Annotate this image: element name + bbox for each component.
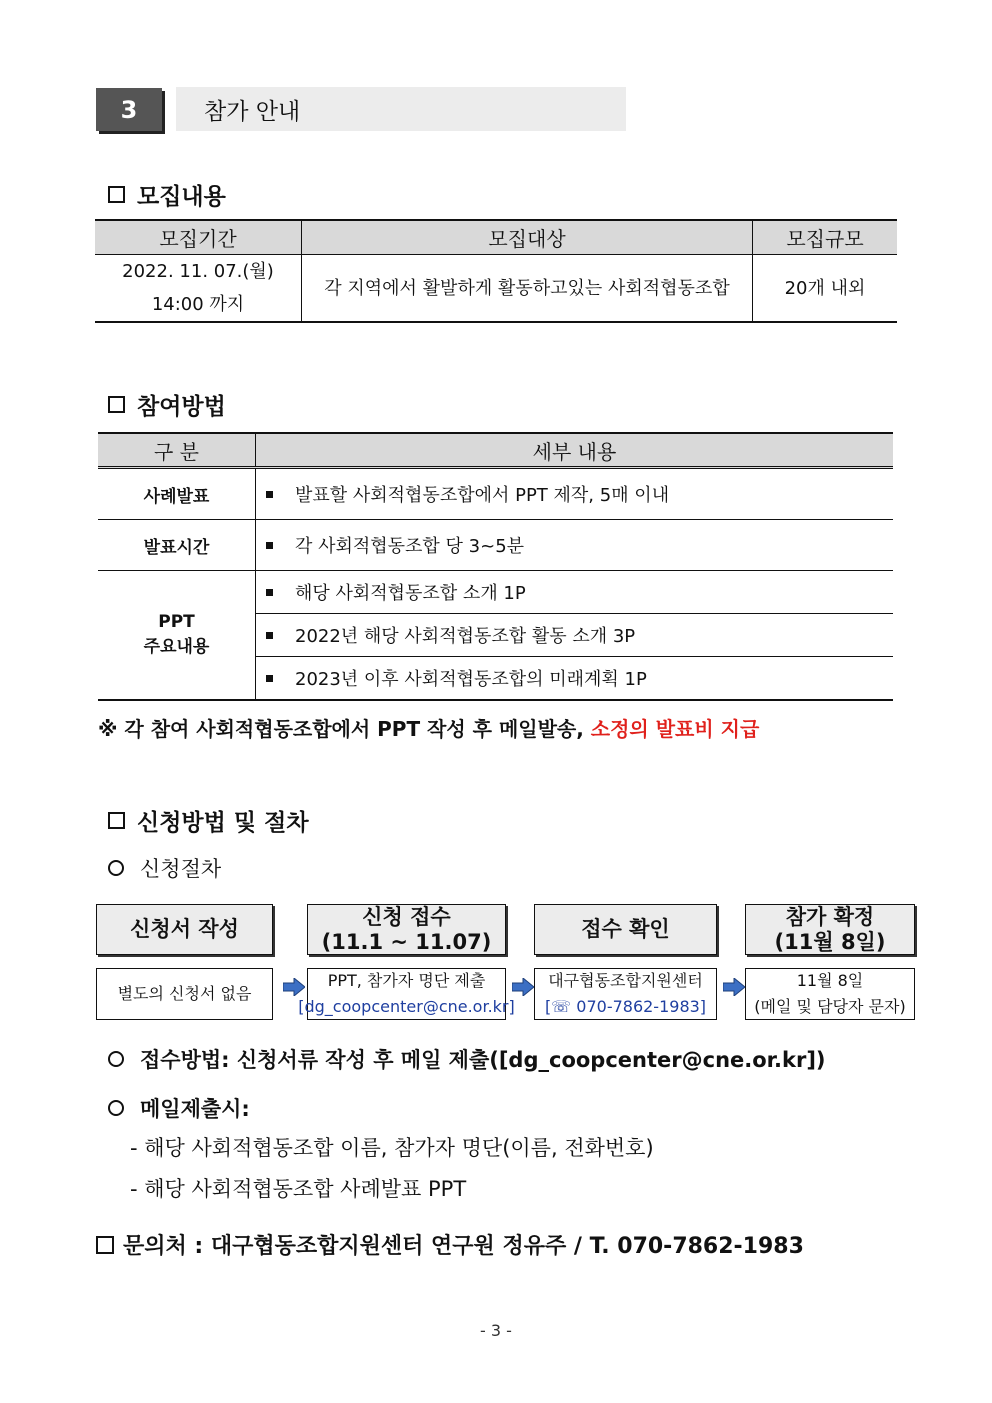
recruit-heading: [108, 178, 226, 211]
recruit-header-scale: 모집규모: [753, 220, 898, 255]
step-confirm: [534, 904, 717, 955]
participation-heading: [108, 388, 226, 421]
case-detail-text: 발표할 사회적협동조합에서 PPT 제작, 5매 이내: [295, 485, 670, 506]
contact-text: 문의처 : 대구협동조합지원센터 연구원 정유주 / T. 070-7862-1983: [123, 1234, 804, 1259]
step-title: 신청 접수: [362, 904, 451, 929]
participation-header-detail: 세부 내용: [256, 433, 894, 468]
section-number: 3: [96, 88, 162, 131]
page-number: - 3 -: [480, 1321, 512, 1340]
step-title: 참가 확정: [785, 904, 875, 929]
square-bullet-icon: [108, 812, 125, 829]
ppt-item-text: 해당 사회적협동조합 소개 1P: [295, 583, 526, 604]
participation-table: [98, 432, 893, 701]
step-confirm-detail: [534, 968, 717, 1020]
square-bullet-icon: [108, 186, 125, 203]
recruit-period-line2: 14:00 까지: [151, 294, 245, 315]
ppt-item: [256, 657, 894, 701]
step-detail-line1: 11월 8일: [796, 971, 864, 990]
mail-item: - 해당 사회적협동조합 사례발표 PPT: [130, 1177, 467, 1201]
square-bullet-icon: [266, 542, 273, 549]
ppt-label-line1: PPT: [158, 612, 195, 632]
recruit-header-period: 모집기간: [95, 220, 302, 255]
time-label: 발표시간: [98, 520, 256, 571]
step-write-detail: [96, 968, 273, 1020]
time-detail: [256, 520, 894, 571]
time-detail-text: 각 사회적협동조합 당 3~5분: [295, 536, 525, 557]
section-title: 참가 안내: [176, 87, 626, 131]
procedure-label: [108, 853, 221, 883]
step-title: 신청서 작성: [130, 917, 239, 941]
ppt-item: [256, 614, 894, 657]
mail-item: - 해당 사회적협동조합 이름, 참가자 명단(이름, 전화번호): [130, 1136, 654, 1160]
ppt-item-text: 2022년 해당 사회적협동조합 활동 소개 3P: [295, 626, 636, 647]
square-bullet-icon: [266, 589, 273, 596]
apply-heading: [108, 804, 309, 837]
ppt-label-line2: 주요내용: [143, 637, 210, 657]
apply-heading-text: 신청방법 및 절차: [137, 810, 309, 836]
arrow-right-icon: [512, 978, 534, 996]
step-final-detail: [745, 968, 915, 1020]
step-receive-detail: [298, 968, 515, 1020]
step-final: [745, 904, 915, 955]
participation-heading-text: 참여방법: [137, 394, 226, 420]
step-detail-line2: (메일 및 담당자 문자): [754, 997, 906, 1016]
step-receive: [307, 904, 506, 955]
recruit-period: [95, 255, 302, 323]
recruit-table: [95, 219, 897, 323]
recruit-header-target: 모집대상: [302, 220, 753, 255]
step-title: 접수 확인: [581, 917, 670, 941]
participation-header-category: 구 분: [98, 433, 256, 468]
square-bullet-icon: [266, 675, 273, 682]
step-detail-line1: 대구협동조합지원센터: [548, 971, 703, 990]
ppt-label: [98, 571, 256, 701]
arrow-right-icon: [723, 978, 745, 996]
case-label: 사례발표: [98, 468, 256, 520]
circle-bullet-icon: [108, 1100, 124, 1116]
step-detail-email[interactable]: [dg_coopcenter@cne.or.kr]: [298, 997, 515, 1016]
square-bullet-icon: [266, 491, 273, 498]
step-subtitle: (11.1 ~ 11.07): [321, 929, 492, 954]
ppt-item: [256, 571, 894, 614]
participation-note: [98, 713, 759, 742]
square-bullet-icon: [96, 1236, 114, 1254]
note-text: ※ 각 참여 사회적협동조합에서 PPT 작성 후 메일발송,: [98, 717, 591, 741]
case-detail: [256, 468, 894, 520]
mail-label-text: 메일제출시:: [140, 1097, 250, 1121]
submit-method-text: 접수방법: 신청서류 작성 후 메일 제출([dg_coopcenter@cne.or.kr]): [140, 1048, 826, 1072]
recruit-target: 각 지역에서 활발하게 활동하고있는 사회적협동조합: [302, 255, 753, 323]
circle-bullet-icon: [108, 1051, 124, 1067]
note-highlight: 소정의 발표비 지급: [590, 717, 760, 741]
procedure-label-text: 신청절차: [140, 857, 222, 881]
recruit-scale: 20개 내외: [753, 255, 898, 323]
mail-label: [108, 1093, 250, 1123]
step-detail-line1: PPT, 참가자 명단 제출: [327, 971, 486, 990]
step-detail-line1: 별도의 신청서 없음: [117, 984, 252, 1003]
circle-bullet-icon: [108, 860, 124, 876]
square-bullet-icon: [266, 632, 273, 639]
submit-method: [108, 1044, 826, 1074]
square-bullet-icon: [108, 396, 125, 413]
contact-line: [96, 1229, 804, 1260]
step-subtitle: (11월 8일): [774, 929, 886, 954]
recruit-heading-text: 모집내용: [137, 184, 226, 210]
recruit-period-line1: 2022. 11. 07.(월): [122, 261, 274, 282]
step-write: [96, 904, 273, 955]
ppt-item-text: 2023년 이후 사회적협동조합의 미래계획 1P: [295, 669, 647, 690]
step-detail-phone: [☏ 070-7862-1983]: [544, 997, 707, 1016]
